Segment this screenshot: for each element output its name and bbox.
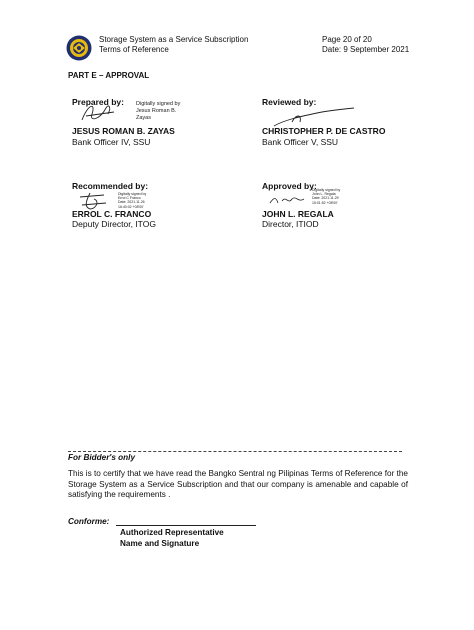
bidder-heading: For Bidder's only bbox=[68, 453, 135, 462]
document-date: Date: 9 September 2021 bbox=[322, 45, 410, 54]
approved-digital-note bbox=[312, 188, 340, 205]
reviewed-name: CHRISTOPHER P. DE CASTRO bbox=[262, 126, 386, 136]
prepared-position: Bank Officer IV, SSU bbox=[72, 137, 151, 147]
conforme-label: Conforme: bbox=[68, 517, 110, 526]
recommended-signature-icon bbox=[76, 189, 110, 211]
recommended-digital-note-line: 16:40:02 +08'00' bbox=[118, 204, 144, 209]
reviewed-position: Bank Officer V, SSU bbox=[262, 137, 339, 147]
signature-line bbox=[116, 525, 256, 526]
recommended-position: Deputy Director, ITOG bbox=[72, 219, 156, 229]
certification-text: This is to certify that we have read the Bangko Sentral ng Pilipinas Terms of Reference for the Storage System as a Service Subscription and that our company is amenable and capable of satisfying the requirements . bbox=[68, 469, 408, 499]
prepared-signature-icon bbox=[78, 100, 120, 126]
approved-position: Director, ITIOD bbox=[262, 219, 319, 229]
recommended-digital-note-line: Date: 2021.11.26 bbox=[118, 200, 145, 205]
approved-by-label: Approved by: bbox=[262, 181, 317, 191]
prepared-by-label: Prepared by: bbox=[72, 97, 124, 107]
approved-digital-note-line: John L. Regala bbox=[312, 192, 336, 197]
header-title-line2: Terms of Reference bbox=[99, 45, 169, 54]
header-meta bbox=[322, 35, 409, 55]
representative-title: Authorized Representative bbox=[120, 528, 224, 537]
prepared-digital-note-line: Jesus Roman B. bbox=[136, 108, 177, 114]
approved-digital-note-line: Digitally signed by bbox=[312, 188, 341, 192]
bsp-seal-logo-icon bbox=[66, 35, 92, 61]
approved-name: JOHN L. REGALA bbox=[262, 209, 334, 219]
recommended-name: ERROL C. FRANCO bbox=[72, 209, 152, 219]
page-number: Page 20 of 20 bbox=[322, 35, 372, 44]
reviewed-signature-icon bbox=[272, 106, 356, 128]
approved-signature-icon bbox=[268, 193, 308, 207]
approved-digital-note-line: Date: 2021.11.29 bbox=[312, 196, 339, 201]
header-title bbox=[99, 35, 248, 55]
representative-caption: Name and Signature bbox=[120, 538, 200, 548]
representative-block bbox=[120, 528, 224, 549]
prepared-digital-note-line: Digitally signed by bbox=[136, 101, 181, 107]
approved-digital-note-line: 15:01:52 +08'00' bbox=[312, 200, 338, 205]
prepared-digital-note bbox=[136, 101, 180, 122]
recommended-by-label: Recommended by: bbox=[72, 181, 149, 191]
section-title: PART E – APPROVAL bbox=[68, 71, 150, 80]
header-title-line1: Storage System as a Service Subscription bbox=[99, 35, 249, 44]
recommended-digital-note bbox=[118, 192, 146, 209]
reviewed-by-label: Reviewed by: bbox=[262, 97, 317, 107]
prepared-name: JESUS ROMAN B. ZAYAS bbox=[72, 126, 175, 136]
recommended-digital-note-line: Digitally signed by bbox=[118, 192, 147, 196]
divider bbox=[68, 451, 402, 452]
prepared-digital-note-line: Zayas bbox=[136, 115, 151, 121]
recommended-digital-note-line: Errol C Franco bbox=[118, 196, 141, 201]
